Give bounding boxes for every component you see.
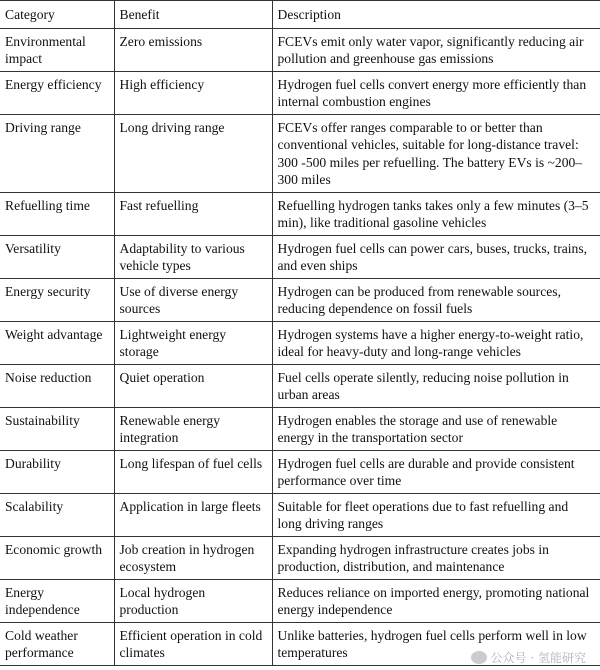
cell-description: FCEVs emit only water vapor, significantly reducing air pollution and greenhouse gas emissions [272,28,600,71]
cell-category: Energy independence [0,579,114,622]
header-category: Category [0,1,114,29]
table-row [0,235,600,278]
cell-description: Hydrogen enables the storage and use of renewable energy in the transportation sector [272,407,600,450]
cell-category: Energy security [0,278,114,321]
wechat-icon [471,651,487,664]
cell-description: Hydrogen fuel cells convert energy more efficiently than internal combustion engines [272,71,600,114]
cell-description: Hydrogen fuel cells can power cars, buses, trucks, trains, and even ships [272,235,600,278]
cell-benefit: Local hydrogen production [114,579,272,622]
table-row [0,493,600,536]
watermark [471,649,586,666]
cell-category: Weight advantage [0,321,114,364]
table-row [0,364,600,407]
table-row [0,71,600,114]
cell-category: Economic growth [0,536,114,579]
cell-benefit: High efficiency [114,71,272,114]
cell-description: Hydrogen fuel cells are durable and provide consistent performance over time [272,450,600,493]
watermark-text: 公众号 · 氢能研究 [490,651,586,665]
cell-description: Fuel cells operate silently, reducing noise pollution in urban areas [272,364,600,407]
table-row [0,407,600,450]
cell-benefit: Job creation in hydrogen ecosystem [114,536,272,579]
cell-category: Sustainability [0,407,114,450]
table-row [0,192,600,235]
cell-category: Refuelling time [0,192,114,235]
cell-benefit: Use of diverse energy sources [114,278,272,321]
cell-description: Reduces reliance on imported energy, promoting national energy independence [272,579,600,622]
cell-benefit: Quiet operation [114,364,272,407]
cell-benefit: Lightweight energy storage [114,321,272,364]
table-row [0,321,600,364]
cell-description: Refuelling hydrogen tanks takes only a few minutes (3–5 min), like traditional gasoline vehicles [272,192,600,235]
header-row [0,1,600,29]
cell-category: Durability [0,450,114,493]
cell-description: Unlike batteries, hydrogen fuel cells perform well in low temperatures [272,622,600,665]
cell-description: Hydrogen systems have a higher energy-to-weight ratio, ideal for heavy-duty and long-range vehicles [272,321,600,364]
cell-benefit: Application in large fleets [114,493,272,536]
cell-category: Cold weather performance [0,622,114,665]
table-row [0,28,600,71]
cell-category: Energy efficiency [0,71,114,114]
cell-benefit: Long lifespan of fuel cells [114,450,272,493]
cell-category: Environmental impact [0,28,114,71]
header-benefit: Benefit [114,1,272,29]
table-row [0,278,600,321]
table-row [0,114,600,192]
cell-benefit: Adaptability to various vehicle types [114,235,272,278]
table-row [0,450,600,493]
cell-benefit: Zero emissions [114,28,272,71]
cell-benefit: Renewable energy integration [114,407,272,450]
cell-category: Versatility [0,235,114,278]
table-row [0,536,600,579]
cell-category: Driving range [0,114,114,192]
cell-description: FCEVs offer ranges comparable to or better than conventional vehicles, suitable for long-distance travel: 300 -500 miles per refuelling. The battery EVs is ~200–300 miles [272,114,600,192]
table-row [0,579,600,622]
cell-benefit: Long driving range [114,114,272,192]
cell-benefit: Efficient operation in cold climates [114,622,272,665]
cell-benefit: Fast refuelling [114,192,272,235]
cell-description: Suitable for fleet operations due to fast refuelling and long driving ranges [272,493,600,536]
cell-category: Noise reduction [0,364,114,407]
cell-description: Expanding hydrogen infrastructure creates jobs in production, distribution, and maintenance [272,536,600,579]
cell-description: Hydrogen can be produced from renewable sources, reducing dependence on fossil fuels [272,278,600,321]
cell-category: Scalability [0,493,114,536]
header-description: Description [272,1,600,29]
table-body [0,28,600,665]
